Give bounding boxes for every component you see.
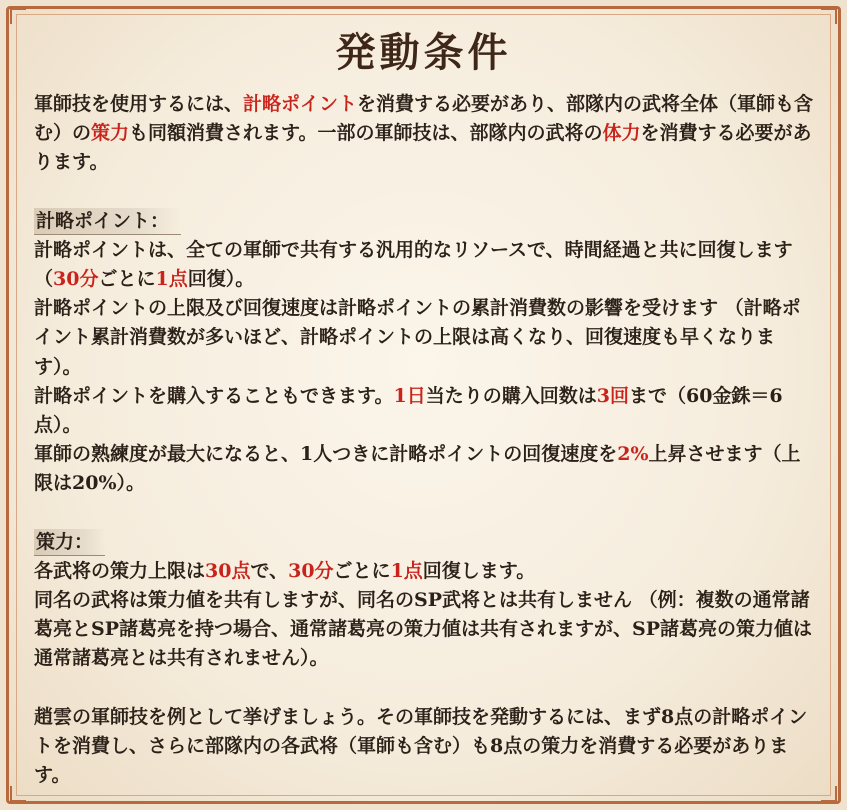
page-title: 発動条件 — [335, 29, 512, 76]
corner-ornament — [821, 8, 837, 24]
sakuryoku-paragraph-2: 同名の武将は策力値を共有しますが、同名のSP武将とは共有しません （例：複数の通常諸葛亮とSP諸葛亮を持つ場合、通常諸葛亮の策力値は共有されますが、SP諸葛亮の策力値は通常諸葛亮とは共有されません）。 — [34, 589, 813, 670]
content-body — [34, 90, 819, 790]
section-heading-sakuryoku: 策力： — [34, 528, 819, 557]
keikaku-paragraph-2: 計略ポイントの上限及び回復速度は計略ポイントの累計消費数の影響を受けます （計略ポイント累計消費数が多いほど、計略ポイントの上限は高くなり、回復速度も早くなります）。 — [34, 297, 801, 378]
corner-ornament — [821, 786, 837, 802]
section-heading-keikaku: 計略ポイント： — [34, 207, 819, 236]
intro-paragraph: 軍師技を使用するには、計略ポイントを消費する必要があり、部隊内の武将全体（軍師も含む）の策力も同額消費されます。一部の軍師技は、部隊内の武将の体力を消費する必要があります。 — [34, 93, 814, 174]
keikaku-paragraph-3: 計略ポイントを購入することもできます。1日当たりの購入回数は3回まで（60金銖＝6点）。 — [34, 384, 783, 437]
sakuryoku-paragraph-1: 各武将の策力上限は30点で、30分ごとに1点回復します。 — [34, 559, 536, 582]
corner-ornament — [10, 8, 26, 24]
keikaku-paragraph-4: 軍師の熟練度が最大になると、1人つきに計略ポイントの回復速度を2%上昇させます（上限は20%）。 — [34, 443, 801, 495]
keikaku-paragraph-1: 計略ポイントは、全ての軍師で共有する汎用的なリソースで、時間経過と共に回復します（30分ごとに1点回復）。 — [34, 238, 793, 291]
corner-ornament — [10, 786, 26, 802]
example-paragraph: 趙雲の軍師技を例として挙げましょう。その軍師技を発動するには、まず8点の計略ポイントを消費し、さらに部隊内の各武将（軍師も含む）も8点の策力を消費する必要があります。 — [34, 705, 808, 787]
